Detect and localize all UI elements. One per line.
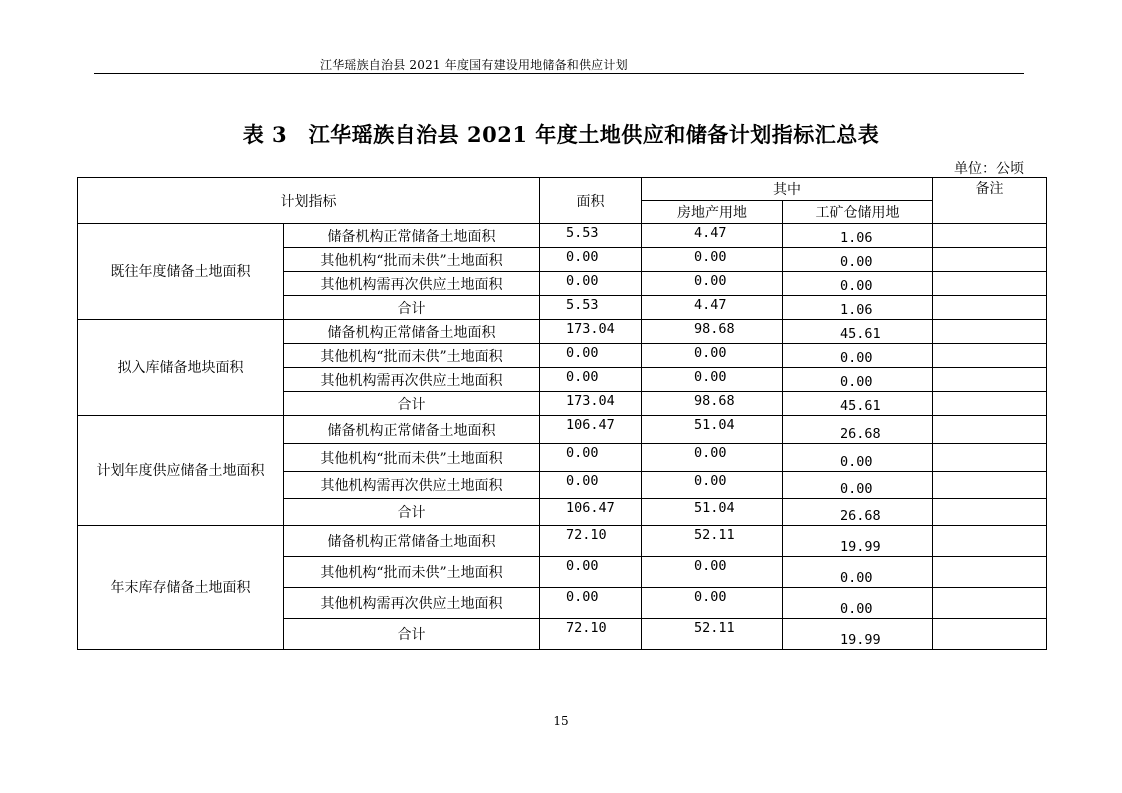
cell-remarks bbox=[933, 272, 1047, 296]
cell-real-estate: 4.47 bbox=[642, 296, 783, 320]
cell-area: 72.10 bbox=[540, 619, 642, 650]
row-item: 合计 bbox=[284, 499, 540, 526]
cell-remarks bbox=[933, 392, 1047, 416]
table-title: 表 3 江华瑶族自治县 2021 年度土地供应和储备计划指标汇总表 bbox=[242, 122, 880, 147]
header-remarks: 备注 bbox=[933, 178, 1047, 224]
cell-real-estate: 0.00 bbox=[642, 248, 783, 272]
row-item: 合计 bbox=[284, 296, 540, 320]
cell-industrial: 26.68 bbox=[783, 499, 933, 526]
row-item: 其他机构“批而未供”土地面积 bbox=[284, 557, 540, 588]
group-label: 拟入库储备地块面积 bbox=[78, 320, 284, 416]
row-item: 储备机构正常储备土地面积 bbox=[284, 320, 540, 344]
header-area: 面积 bbox=[540, 178, 642, 224]
row-item: 其他机构“批而未供”土地面积 bbox=[284, 444, 540, 472]
cell-industrial: 0.00 bbox=[783, 272, 933, 296]
unit-label: 单位：公顷 bbox=[954, 161, 1024, 177]
table-row bbox=[78, 526, 1047, 557]
cell-remarks bbox=[933, 248, 1047, 272]
header-industrial: 工矿仓储用地 bbox=[783, 201, 933, 224]
table-row bbox=[78, 224, 1047, 248]
cell-industrial: 45.61 bbox=[783, 392, 933, 416]
cell-real-estate: 52.11 bbox=[642, 619, 783, 650]
page-number: 15 bbox=[553, 714, 569, 728]
cell-real-estate: 51.04 bbox=[642, 416, 783, 444]
cell-remarks bbox=[933, 499, 1047, 526]
row-item: 其他机构需再次供应土地面积 bbox=[284, 588, 540, 619]
cell-remarks bbox=[933, 619, 1047, 650]
row-item: 储备机构正常储备土地面积 bbox=[284, 224, 540, 248]
cell-area: 0.00 bbox=[540, 248, 642, 272]
cell-area: 0.00 bbox=[540, 472, 642, 499]
cell-industrial: 45.61 bbox=[783, 320, 933, 344]
cell-area: 106.47 bbox=[540, 499, 642, 526]
row-item: 储备机构正常储备土地面积 bbox=[284, 416, 540, 444]
cell-remarks bbox=[933, 344, 1047, 368]
cell-real-estate: 0.00 bbox=[642, 272, 783, 296]
cell-industrial: 0.00 bbox=[783, 444, 933, 472]
cell-remarks bbox=[933, 224, 1047, 248]
row-item: 其他机构需再次供应土地面积 bbox=[284, 368, 540, 392]
cell-area: 0.00 bbox=[540, 344, 642, 368]
cell-real-estate: 0.00 bbox=[642, 557, 783, 588]
cell-remarks bbox=[933, 526, 1047, 557]
cell-industrial: 0.00 bbox=[783, 368, 933, 392]
cell-area: 0.00 bbox=[540, 272, 642, 296]
cell-remarks bbox=[933, 588, 1047, 619]
cell-real-estate: 0.00 bbox=[642, 368, 783, 392]
cell-remarks bbox=[933, 472, 1047, 499]
cell-real-estate: 0.00 bbox=[642, 588, 783, 619]
cell-area: 173.04 bbox=[540, 320, 642, 344]
cell-real-estate: 52.11 bbox=[642, 526, 783, 557]
header-real-estate: 房地产用地 bbox=[642, 201, 783, 224]
cell-remarks bbox=[933, 416, 1047, 444]
row-item: 其他机构需再次供应土地面积 bbox=[284, 272, 540, 296]
cell-real-estate: 0.00 bbox=[642, 444, 783, 472]
cell-industrial: 19.99 bbox=[783, 619, 933, 650]
cell-area: 173.04 bbox=[540, 392, 642, 416]
cell-area: 5.53 bbox=[540, 224, 642, 248]
cell-remarks bbox=[933, 296, 1047, 320]
cell-industrial: 1.06 bbox=[783, 224, 933, 248]
cell-area: 5.53 bbox=[540, 296, 642, 320]
cell-remarks bbox=[933, 368, 1047, 392]
row-item: 合计 bbox=[284, 619, 540, 650]
row-item: 其他机构需再次供应土地面积 bbox=[284, 472, 540, 499]
running-header: 江华瑶族自治县 2021 年度国有建设用地储备和供应计划 bbox=[320, 58, 628, 72]
header-indicator: 计划指标 bbox=[78, 178, 540, 224]
cell-industrial: 0.00 bbox=[783, 248, 933, 272]
group-label: 计划年度供应储备土地面积 bbox=[78, 416, 284, 526]
row-item: 其他机构“批而未供”土地面积 bbox=[284, 248, 540, 272]
cell-industrial: 1.06 bbox=[783, 296, 933, 320]
table-row bbox=[78, 416, 1047, 444]
row-item: 储备机构正常储备土地面积 bbox=[284, 526, 540, 557]
summary-table bbox=[77, 177, 1047, 650]
cell-remarks bbox=[933, 320, 1047, 344]
cell-area: 0.00 bbox=[540, 444, 642, 472]
header-rule bbox=[94, 73, 1024, 74]
header-of-which: 其中 bbox=[642, 178, 933, 201]
cell-area: 72.10 bbox=[540, 526, 642, 557]
cell-real-estate: 51.04 bbox=[642, 499, 783, 526]
cell-remarks bbox=[933, 557, 1047, 588]
cell-industrial: 19.99 bbox=[783, 526, 933, 557]
cell-real-estate: 0.00 bbox=[642, 472, 783, 499]
cell-industrial: 0.00 bbox=[783, 588, 933, 619]
cell-area: 0.00 bbox=[540, 368, 642, 392]
cell-industrial: 26.68 bbox=[783, 416, 933, 444]
cell-industrial: 0.00 bbox=[783, 344, 933, 368]
cell-area: 106.47 bbox=[540, 416, 642, 444]
table-row bbox=[78, 320, 1047, 344]
row-item: 其他机构“批而未供”土地面积 bbox=[284, 344, 540, 368]
cell-industrial: 0.00 bbox=[783, 557, 933, 588]
group-label: 年末库存储备土地面积 bbox=[78, 526, 284, 650]
cell-real-estate: 0.00 bbox=[642, 344, 783, 368]
cell-industrial: 0.00 bbox=[783, 472, 933, 499]
group-label: 既往年度储备土地面积 bbox=[78, 224, 284, 320]
cell-remarks bbox=[933, 444, 1047, 472]
cell-area: 0.00 bbox=[540, 557, 642, 588]
cell-real-estate: 98.68 bbox=[642, 392, 783, 416]
cell-area: 0.00 bbox=[540, 588, 642, 619]
cell-real-estate: 4.47 bbox=[642, 224, 783, 248]
row-item: 合计 bbox=[284, 392, 540, 416]
cell-real-estate: 98.68 bbox=[642, 320, 783, 344]
